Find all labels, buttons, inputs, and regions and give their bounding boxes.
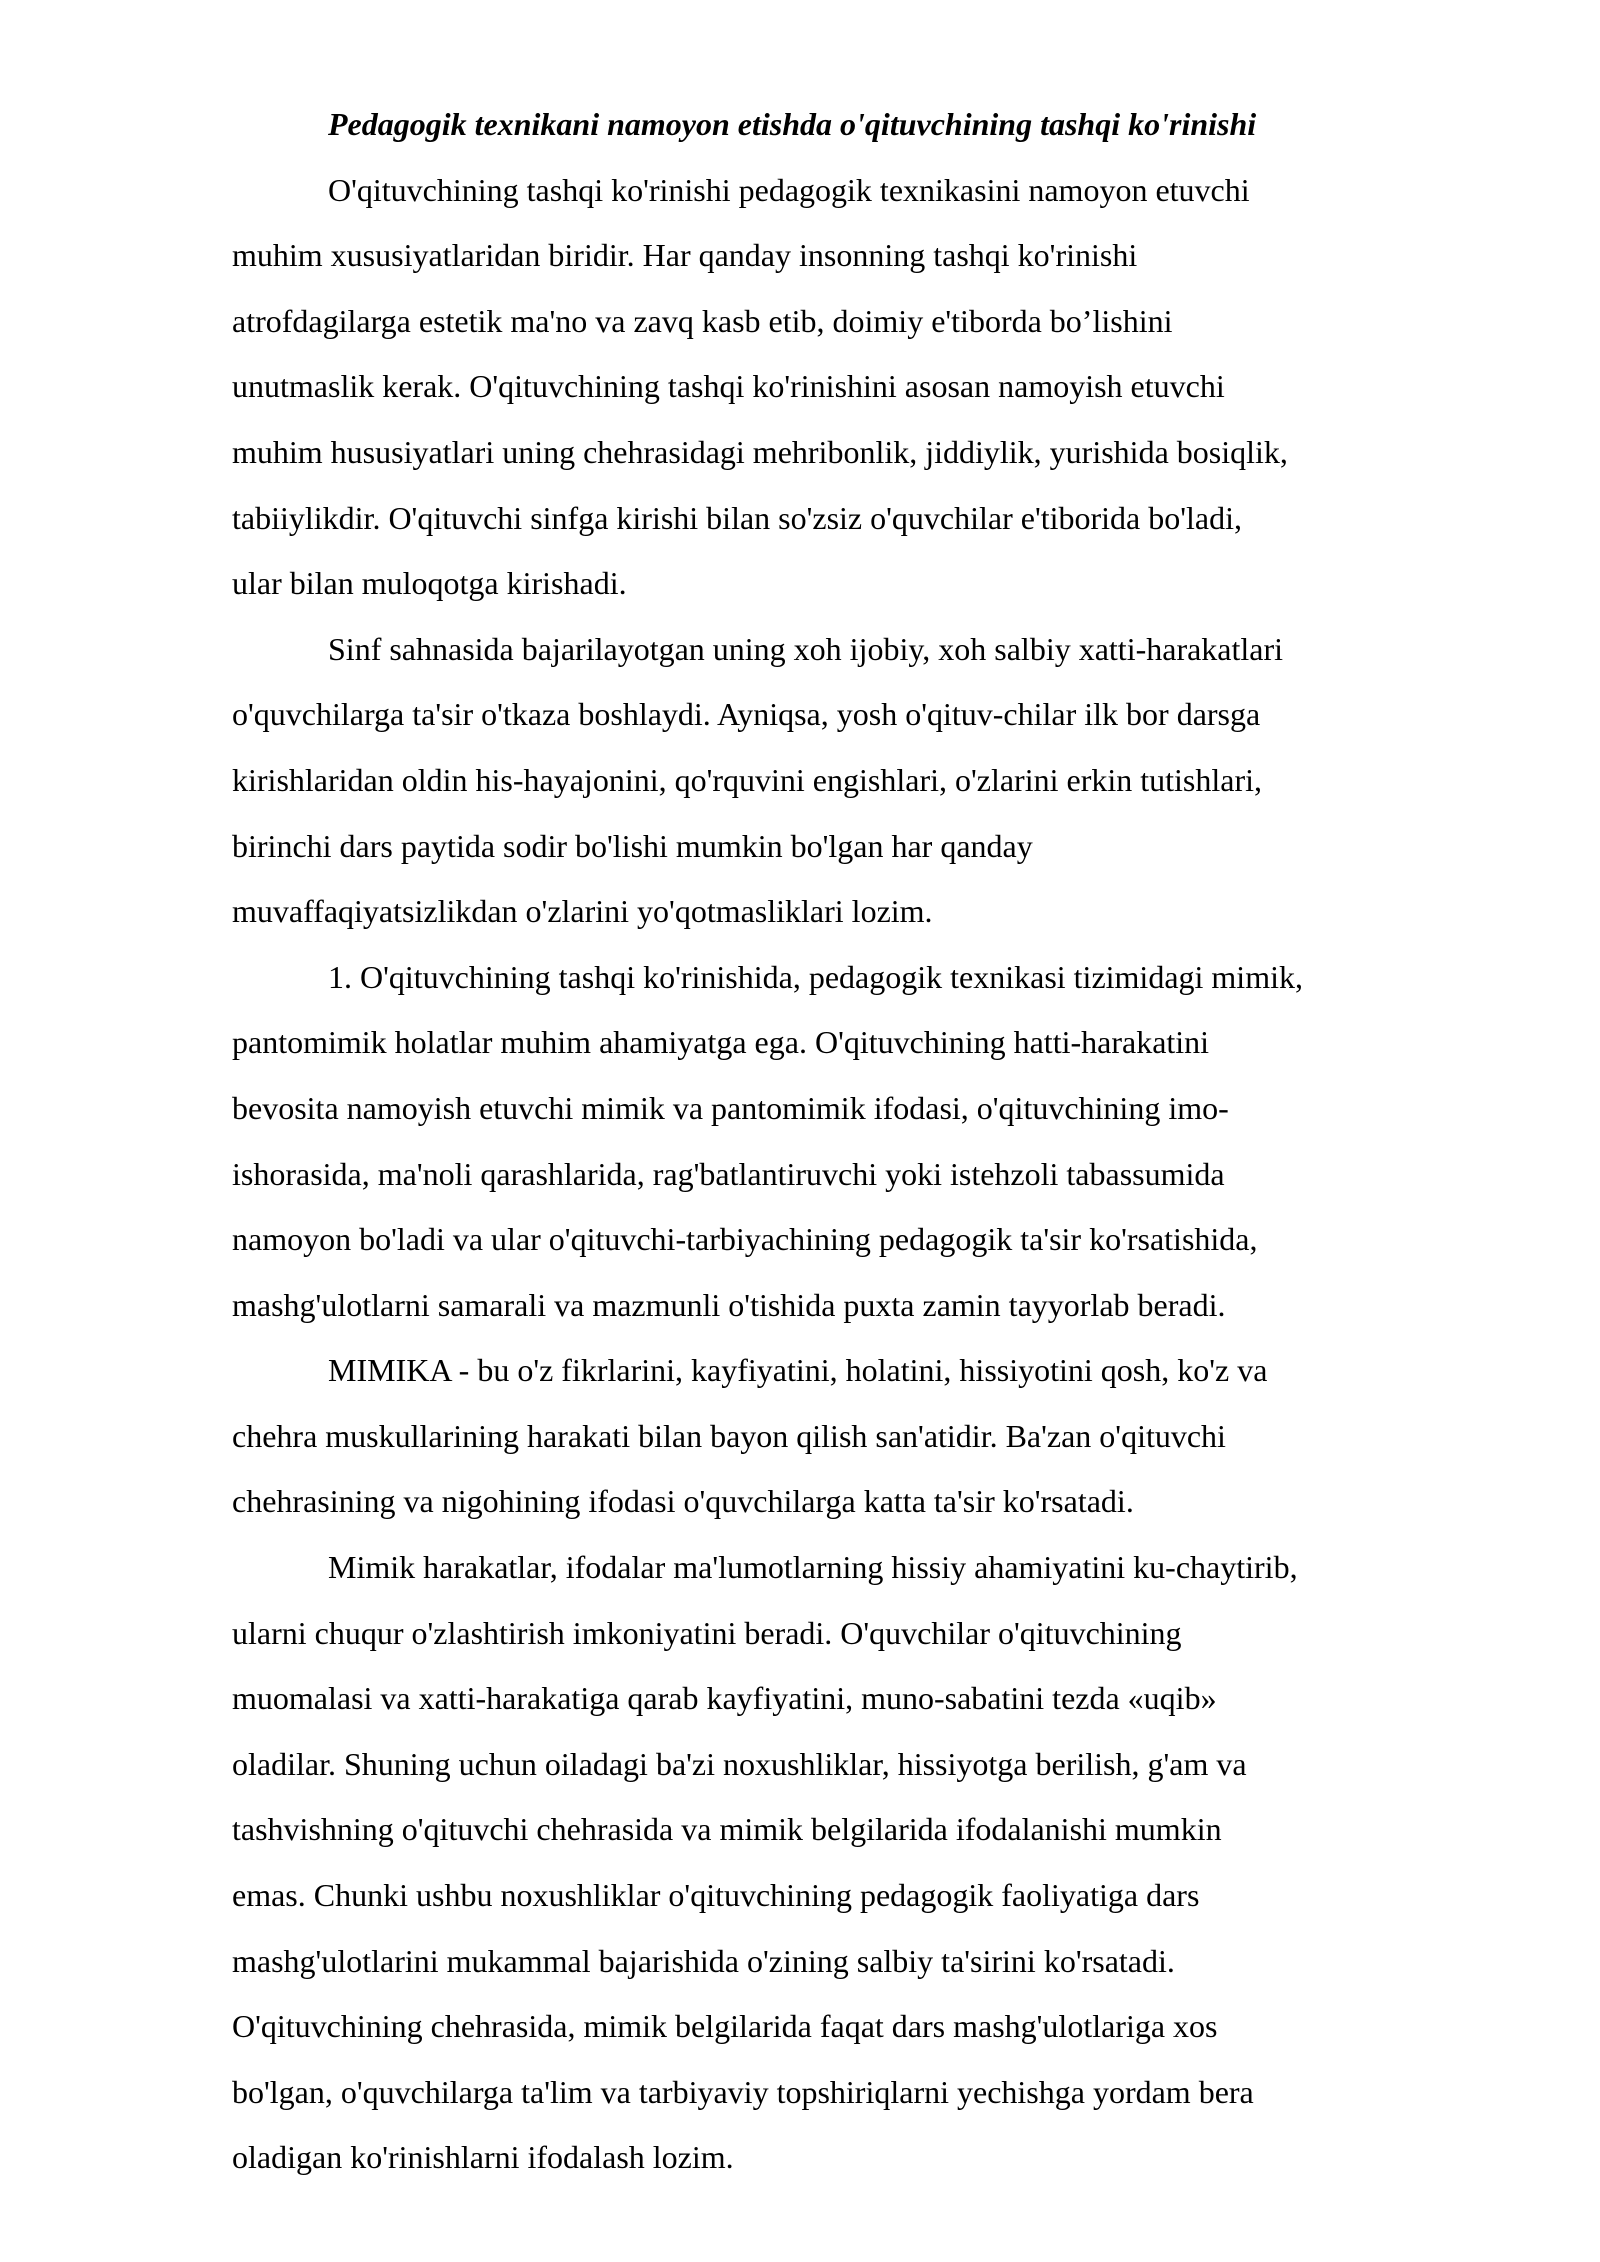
paragraph [232, 945, 1492, 1339]
paragraph-line: muhim xususiyatlaridan biridir. Har qanday insonning tashqi ko'rinishi [232, 237, 1138, 274]
paragraph-line: muvaffaqiyatsizlikdan o'zlarini yo'qotmasliklari lozim. [232, 893, 933, 930]
paragraphs-container [232, 158, 1492, 2191]
paragraph-line: tashvishning o'qituvchi chehrasida va mimik belgilarida ifodalanishi mumkin [232, 1811, 1222, 1848]
paragraph [232, 617, 1492, 945]
paragraph-line: emas. Chunki ushbu noxushliklar o'qituvchining pedagogik faoliyatiga dars [232, 1877, 1200, 1914]
paragraph-line: muhim hususiyatlari uning chehrasidagi mehribonlik, jiddiylik, yurishida bosiqlik, [232, 433, 1288, 470]
paragraph-line: 1. O'qituvchining tashqi ko'rinishida, pedagogik texnikasi tizimidagi mimik, [328, 958, 1303, 995]
document-body [232, 92, 1492, 2191]
paragraph [232, 1338, 1492, 1535]
paragraph [232, 158, 1492, 617]
paragraph-line: O'qituvchining tashqi ko'rinishi pedagogik texnikasini namoyon etuvchi [328, 171, 1250, 208]
paragraph-line: MIMIKA - bu o'z fikrlarini, kayfiyatini, holatini, hissiyotini qosh, ko'z va [328, 1352, 1268, 1389]
paragraph-line: chehra muskullarining harakati bilan bayon qilish san'atidir. Ba'zan o'qituvchi [232, 1417, 1226, 1454]
paragraph-line: Mimik harakatlar, ifodalar ma'lumotlarning hissiy ahamiyatini ku-chaytirib, [328, 1549, 1298, 1586]
paragraph-line: pantomimik holatlar muhim ahamiyatga ega. O'qituvchining hatti-harakatini [232, 1024, 1210, 1061]
paragraph-line: oladigan ko'rinishlarni ifodalash lozim. [232, 2139, 734, 2176]
paragraph-line: ishorasida, ma'noli qarashlarida, rag'batlantiruvchi yoki istehzoli tabassumida [232, 1155, 1225, 1192]
paragraph-line: bo'lgan, o'quvchilarga ta'lim va tarbiyaviy topshiriqlarni yechishga yordam bera [232, 2073, 1254, 2110]
paragraph-line: tabiiylikdir. O'qituvchi sinfga kirishi bilan so'zsiz o'quvchilar e'tiborida bo'ladi, [232, 499, 1242, 536]
paragraph-line: chehrasining va nigohining ifodasi o'quvchilarga katta ta'sir ko'rsatadi. [232, 1483, 1134, 1520]
paragraph-line: kirishlaridan oldin his-hayajonini, qo'rquvini engishlari, o'zlarini erkin tutishlari, [232, 761, 1262, 798]
paragraph-line: o'quvchilarga ta'sir o'tkaza boshlaydi. Ayniqsa, yosh o'qituv-chilar ilk bor darsga [232, 696, 1261, 733]
paragraph-line: oladilar. Shuning uchun oiladagi ba'zi noxushliklar, hissiyotga berilish, g'am va [232, 1745, 1247, 1782]
paragraph-line: ular bilan muloqotga kirishadi. [232, 565, 627, 602]
paragraph-line: muomalasi va xatti-harakatiga qarab kayfiyatini, muno-sabatini tezda «uqib» [232, 1680, 1217, 1717]
paragraph-line: Sinf sahnasida bajarilayotgan uning xoh ijobiy, xoh salbiy xatti-harakatlari [328, 630, 1284, 667]
paragraph-line: namoyon bo'ladi va ular o'qituvchi-tarbiyachining pedagogik ta'sir ko'rsatishida, [232, 1221, 1258, 1258]
paragraph-line: bevosita namoyish etuvchi mimik va pantomimik ifodasi, o'qituvchining imo- [232, 1089, 1229, 1126]
paragraph-line: ularni chuqur o'zlashtirish imkoniyatini beradi. O'quvchilar o'qituvchining [232, 1614, 1182, 1651]
paragraph-line: unutmaslik kerak. O'qituvchining tashqi ko'rinishini asosan namoyish etuvchi [232, 368, 1225, 405]
document-title: Pedagogik texnikani namoyon etishda o'qituvchining tashqi ko'rinishi [328, 106, 1257, 142]
paragraph-line: atrofdagilarga estetik ma'no va zavq kasb etib, doimiy e'tiborda bo’lishini [232, 302, 1173, 339]
paragraph [232, 1535, 1492, 2191]
paragraph-line: mashg'ulotlarni samarali va mazmunli o'tishida puxta zamin tayyorlab beradi. [232, 1286, 1226, 1323]
paragraph-line: O'qituvchining chehrasida, mimik belgilarida faqat dars mashg'ulotlariga xos [232, 2008, 1218, 2045]
paragraph-line: mashg'ulotlarini mukammal bajarishida o'zining salbiy ta'sirini ko'rsatadi. [232, 1942, 1175, 1979]
paragraph-line: birinchi dars paytida sodir bo'lishi mumkin bo'lgan har qanday [232, 827, 1033, 864]
